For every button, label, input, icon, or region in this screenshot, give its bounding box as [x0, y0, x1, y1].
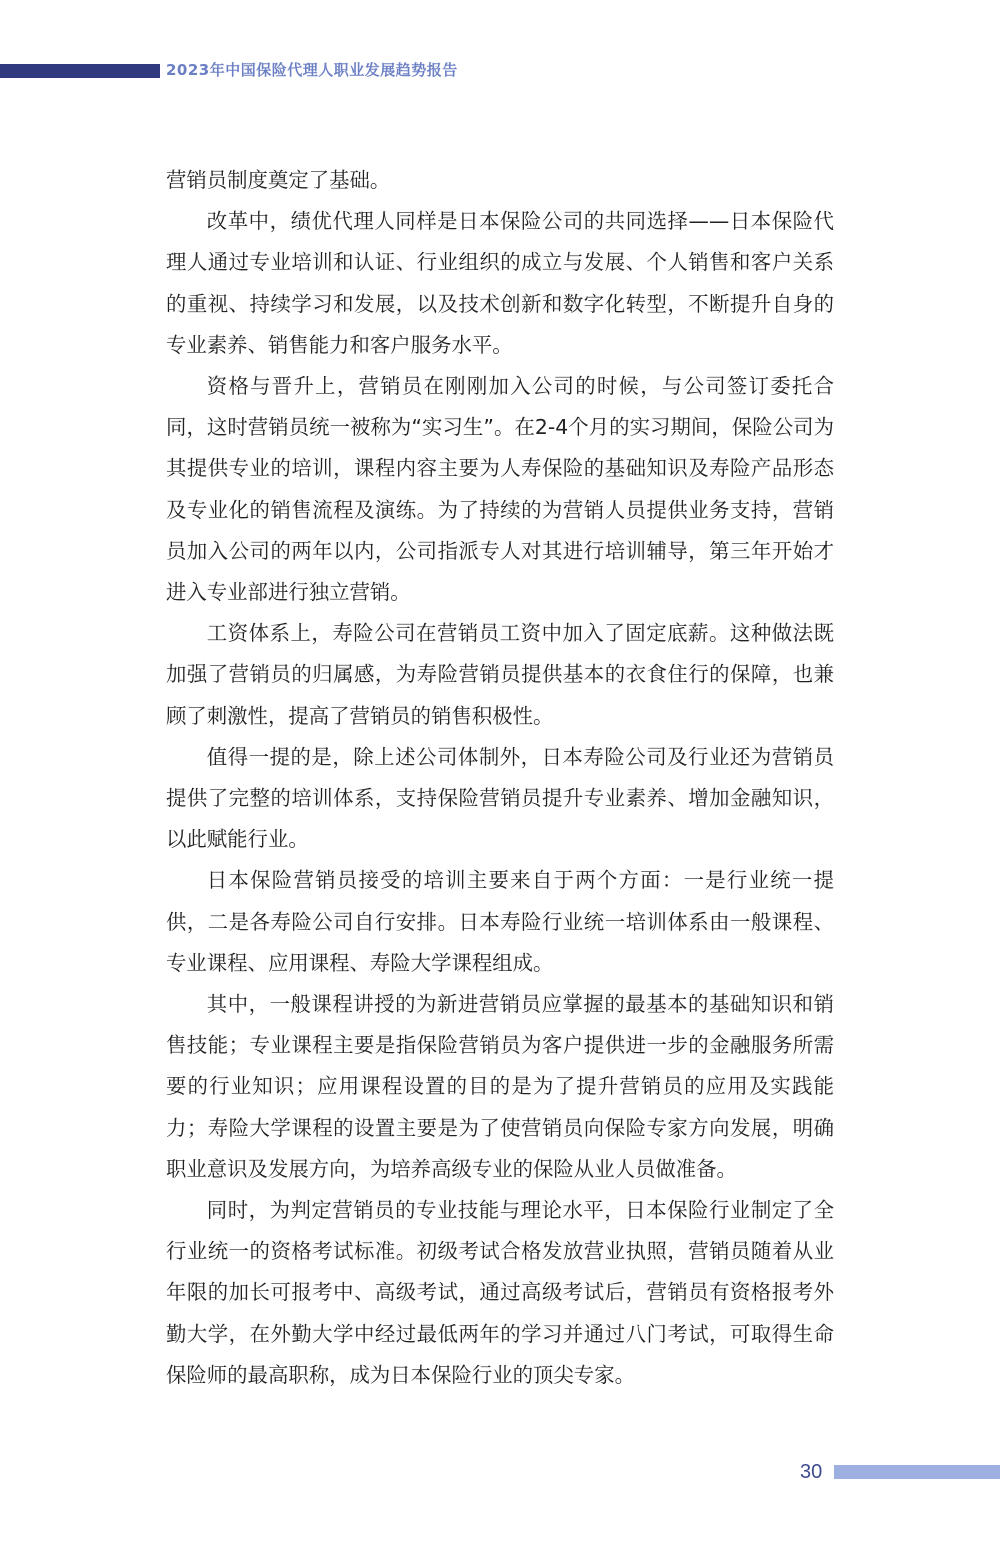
report-title: 2023年中国保险代理人职业发展趋势报告: [166, 61, 458, 79]
paragraph-training-sources: 日本保险营销员接受的培训主要来自于两个方面：一是行业统一提供，二是各寿险公司自行安排。日本寿险行业统一培训体系由一般课程、专业课程、应用课程、寿险大学课程组成。: [166, 868, 834, 975]
paragraph-salary: 工资体系上，寿险公司在营销员工资中加入了固定底薪。这种做法既加强了营销员的归属感，为寿险营销员提供基本的衣食住行的保障，也兼顾了刺激性，提高了营销员的销售积极性。: [166, 621, 834, 728]
paragraph-continuation: 营销员制度奠定了基础。: [166, 168, 391, 192]
paragraph-qualification: 资格与晋升上，营销员在刚刚加入公司的时候，与公司签订委托合同，这时营销员统一被称为“实习生”。在2-4个月的实习期间，保险公司为其提供专业的培训，课程内容主要为人寿保险的基础知识及寿险产品形态及专业化的销售流程及演练。为了持续的为营销人员提供业务支持，营销员加入公司的两年以内，公司指派专人对其进行培训辅导，第三年开始才进入专业部进行独立营销。: [166, 374, 834, 605]
paragraph-reform: 改革中，绩优代理人同样是日本保险公司的共同选择——日本保险代理人通过专业培训和认证、行业组织的成立与发展、个人销售和客户关系的重视、持续学习和发展，以及技术创新和数字化转型，不断提升自身的专业素养、销售能力和客户服务水平。: [166, 209, 834, 357]
body-text: [166, 160, 834, 1396]
page-number: 30: [800, 1461, 823, 1483]
header-accent-bar: [0, 64, 160, 78]
paragraph-training-system: 值得一提的是，除上述公司体制外，日本寿险公司及行业还为营销员提供了完整的培训体系，支持保险营销员提升专业素养、增加金融知识，以此赋能行业。: [166, 744, 834, 852]
footer-accent-bar: [834, 1465, 1000, 1479]
paragraph-courses: 其中，一般课程讲授的为新进营销员应掌握的最基本的基础知识和销售技能；专业课程主要是指保险营销员为客户提供进一步的金融服务所需要的行业知识；应用课程设置的目的是为了提升营销员的应用及实践能力；寿险大学课程的设置主要是为了使营销员向保险专家方向发展，明确职业意识及发展方向，为培养高级专业的保险从业人员做准备。: [166, 992, 834, 1181]
paragraph-exams: 同时，为判定营销员的专业技能与理论水平，日本保险行业制定了全行业统一的资格考试标准。初级考试合格发放营业执照，营销员随着从业年限的加长可报考中、高级考试，通过高级考试后，营销员有资格报考外勤大学，在外勤大学中经过最低两年的学习并通过八门考试，可取得生命保险师的最高职称，成为日本保险行业的顶尖专家。: [166, 1198, 834, 1387]
